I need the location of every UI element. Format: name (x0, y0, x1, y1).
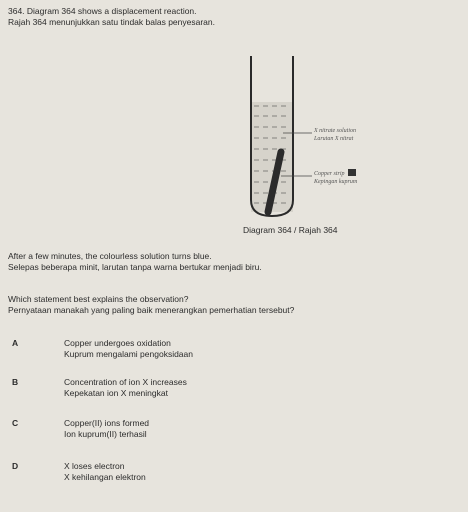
prompt-text-en: Which statement best explains the observation? (8, 294, 189, 304)
option-letter: C (12, 418, 19, 428)
option-text-en: Copper(II) ions formed (64, 418, 150, 428)
option-letter: B (12, 377, 19, 387)
prompt-text (8, 294, 294, 316)
prompt-text-ms: Pernyataan manakah yang paling baik menerangkan pemerhatian tersebut? (8, 305, 295, 315)
displacement-reaction-diagram (0, 0, 468, 240)
option-letter: D (12, 461, 19, 471)
option-text-ms: X kehilangan elektron (64, 472, 146, 482)
question-text-ms: Rajah 364 menunjukkan satu tindak balas penyesaran. (8, 17, 215, 27)
observation-text-en: After a few minutes, the colourless solution turns blue. (8, 251, 212, 261)
solution-label-ms: Larutan X nitrat (314, 136, 354, 142)
option-text-ms: Ion kuprum(II) terhasil (64, 429, 147, 439)
option-text-ms: Kuprum mengalami pengoksidaan (64, 349, 193, 359)
solution-label-en: X nitrate solution (314, 128, 356, 134)
observation-text-ms: Selepas beberapa minit, larutan tanpa warna bertukar menjadi biru. (8, 262, 262, 272)
option-text-en: Copper undergoes oxidation (64, 338, 171, 348)
option-letter: A (12, 338, 19, 348)
strip-label-en: Copper strip (314, 171, 345, 177)
option-text-en: Concentration of ion X increases (64, 377, 187, 387)
strip-label-ms: Kepingan kuprum (314, 179, 358, 185)
strip-label-mark (348, 169, 356, 176)
option-text-ms: Kepekatan ion X meningkat (64, 388, 168, 398)
diagram-caption: Diagram 364 / Rajah 364 (243, 225, 338, 235)
question-text-en: 364. Diagram 364 shows a displacement reaction. (8, 6, 197, 16)
option-text-en: X loses electron (64, 461, 125, 471)
observation-text (8, 251, 262, 273)
